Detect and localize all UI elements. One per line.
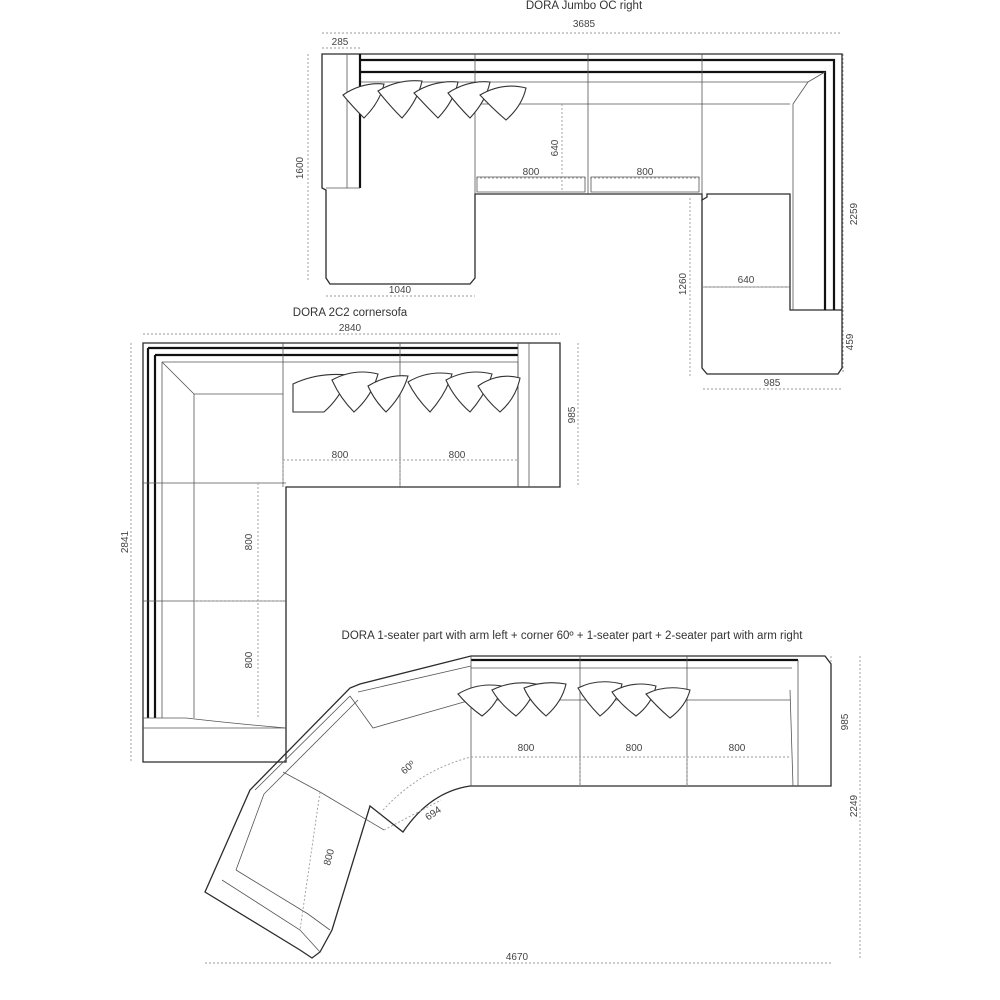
dim-2-total-depth: 2841 [120,530,131,554]
diagram-3-title: DORA 1-seater part with arm left + corner 60º + 1-seater part + 2-seater part with arm right [341,630,803,642]
dim-2-total-width: 2840 [338,323,362,334]
dim-1-seat-depth: 640 [550,139,561,157]
dim-3-seat-inner: 694 [423,804,444,824]
dim-2-seat-c: 800 [244,533,255,551]
dim-1-corner-seat: 640 [737,275,755,286]
dim-2-seat-d: 800 [244,651,255,669]
dim-3-seat-diag: 800 [322,847,338,867]
diagram-jumbo-oc-right [292,0,860,389]
dim-1-seat-b: 800 [636,167,654,178]
dim-3-angle: 60º [399,759,418,778]
dim-1-arm-width: 285 [331,37,349,48]
dim-1-corner-depth: 1260 [678,272,689,296]
sofa-1-cushions [343,81,526,120]
dim-1-depth-left: 1600 [295,156,306,180]
diagram-corner-60 [205,630,860,963]
dim-3-total-width: 4670 [505,952,529,963]
sofa-2-cushions [293,372,520,412]
dim-2-seat-b: 800 [448,450,466,461]
dim-3-total-depth: 2249 [849,794,860,818]
dim-3-seat-c: 800 [728,743,746,754]
dim-3-depth-right: 985 [840,713,851,731]
dim-2-depth-right: 985 [567,406,578,424]
dim-1-end-depth: 459 [845,333,856,351]
dim-1-seat-a: 800 [522,167,540,178]
dim-3-seat-a: 800 [517,743,535,754]
dim-1-end-width: 985 [763,378,781,389]
dim-1-total-width: 3685 [572,19,596,30]
dim-1-chaise-width: 1040 [388,285,412,296]
diagram-1-title: DORA Jumbo OC right [525,0,643,12]
dim-3-seat-b: 800 [625,743,643,754]
diagram-2-title: DORA 2C2 cornersofa [292,307,408,319]
dim-2-seat-a: 800 [331,450,349,461]
dim-1-total-depth: 2259 [849,202,860,226]
